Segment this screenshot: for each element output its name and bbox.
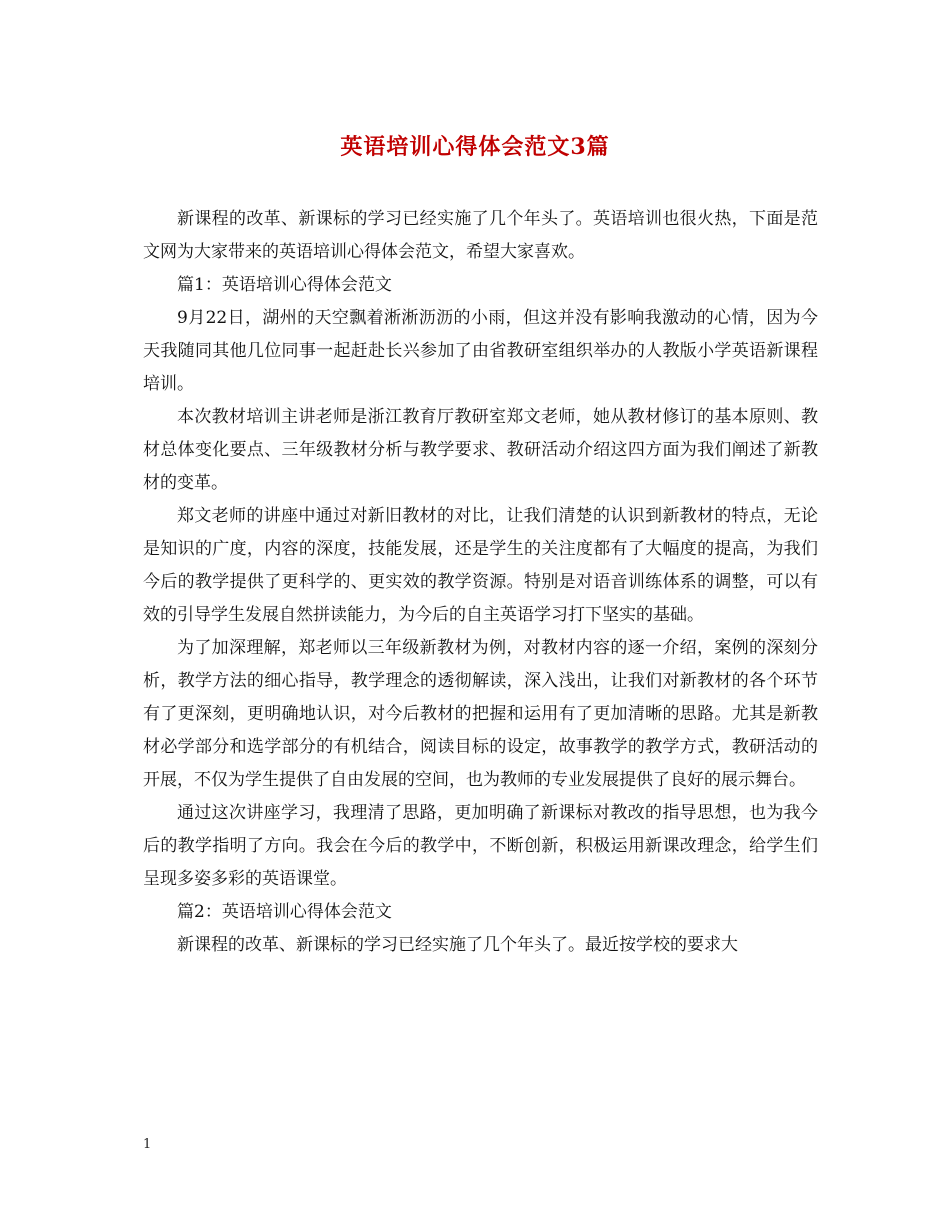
intro-paragraph: 新课程的改革、新课标的学习已经实施了几个年头了。英语培训也很火热，下面是范文网为大家带来的英语培训心得体会范文，希望大家喜欢。 (143, 209, 818, 262)
body-paragraph: 通过这次讲座学习，我理清了思路，更加明确了新课标对教改的指导思想，也为我今后的教学指明了方向。我会在今后的教学中，不断创新，积极运用新课改理念，给学生们呈现多姿多彩的英语课堂。 (143, 803, 818, 889)
body-paragraph: 郑文老师的讲座中通过对新旧教材的对比，让我们清楚的认识到新教材的特点，无论是知识的广度，内容的深度，技能发展，还是学生的关注度都有了大幅度的提高，为我们今后的教学提供了更科学的、更实效的教学资源。特别是对语音训练体系的调整，可以有效的引导学生发展自然拼读能力，为今后的自主英语学习打下坚实的基础。 (143, 506, 818, 625)
document-body (143, 203, 818, 962)
body-paragraph: 本次教材培训主讲老师是浙江教育厅教研室郑文老师，她从教材修订的基本原则、教材总体变化要点、三年级教材分析与教学要求、教研活动介绍这四方面为我们阐述了新教材的变革。 (143, 407, 818, 493)
section-heading-1: 篇1：英语培训心得体会范文 (177, 275, 392, 295)
body-paragraph: 9月22日，湖州的天空飘着淅淅沥沥的小雨，但这并没有影响我激动的心情，因为今天我随同其他几位同事一起赶赴长兴参加了由省教研室组织举办的人教版小学英语新课程培训。 (143, 308, 818, 394)
body-paragraph: 为了加深理解，郑老师以三年级新教材为例，对教材内容的逐一介绍，案例的深刻分析，教学方法的细心指导，教学理念的透彻解读，深入浅出，让我们对新教材的各个环节有了更深刻，更明确地认识，对今后教材的把握和运用有了更加清晰的思路。尤其是新教材必学部分和选学部分的有机结合，阅读目标的设定，故事教学的教学方式，教研活动的开展，不仅为学生提供了自由发展的空间，也为教师的专业发展提供了良好的展示舞台。 (143, 638, 818, 790)
page-number: 1 (143, 1137, 152, 1152)
body-paragraph: 新课程的改革、新课标的学习已经实施了几个年头了。最近按学校的要求大 (177, 935, 738, 955)
document-title: 英语培训心得体会范文3篇 (340, 134, 610, 160)
section-heading-2: 篇2：英语培训心得体会范文 (177, 902, 392, 922)
